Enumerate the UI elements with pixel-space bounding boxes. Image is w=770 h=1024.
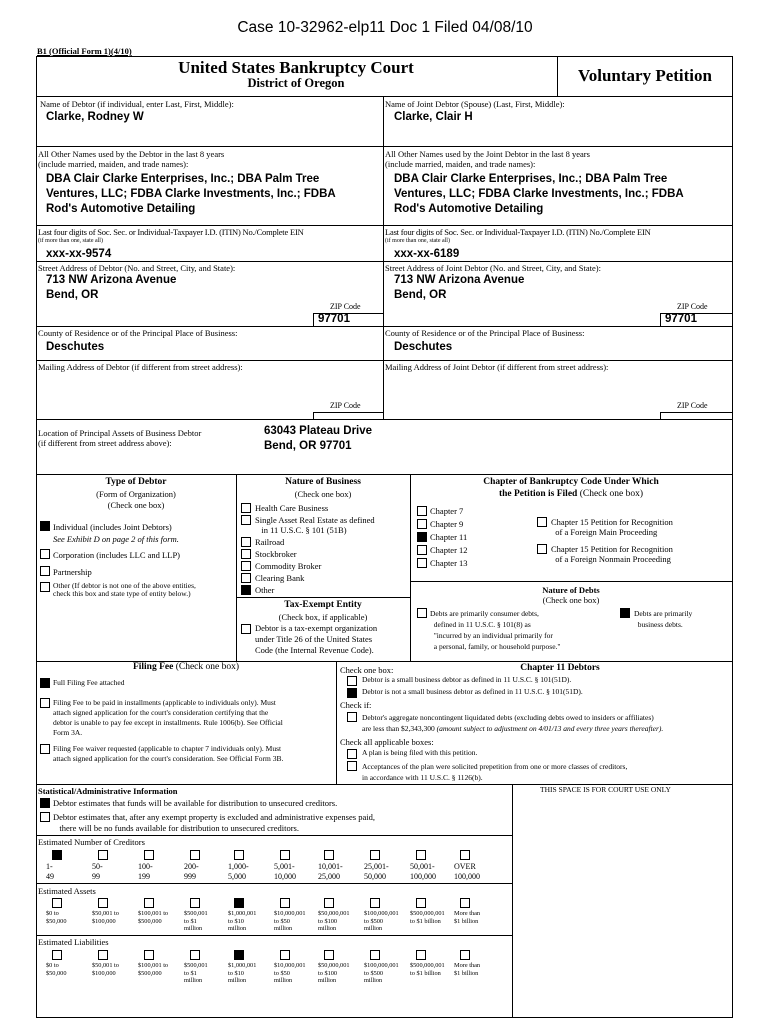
liabilities-checkbox[interactable]	[190, 950, 200, 960]
label-fee-full: Full Filing Fee attached	[53, 678, 125, 687]
debtor-county-label: County of Residence or of the Principal Place of Business:	[38, 328, 238, 338]
liabilities-range-line: to $1 billion	[410, 969, 441, 977]
creditors-checkbox[interactable]	[370, 850, 380, 860]
joint-name-label: Name of Joint Debtor (Spouse) (Last, First, Middle):	[385, 99, 565, 109]
frame-top	[36, 56, 732, 57]
debtor-ssn-sub: (if more than one, state all)	[38, 238, 103, 244]
creditors-range-label	[454, 862, 480, 882]
creditors-range-line: 5,001-	[274, 862, 295, 871]
assets-checkbox[interactable]	[280, 898, 290, 908]
liabilities-range-label	[454, 962, 480, 977]
label-ch7: Chapter 7	[430, 506, 464, 516]
debtor-zip-label: ZIP Code	[330, 302, 361, 311]
label-funds-none: Debtor estimates that, after any exempt property is excluded and administrative expenses paid, there will be no funds available for distribution to unsecured creditors.	[53, 812, 375, 833]
rule-11	[36, 883, 512, 884]
checkbox-ch11[interactable]	[417, 532, 427, 542]
assets-range-label	[92, 910, 119, 925]
assets-range-label	[138, 910, 168, 925]
checkbox-consumer-debts[interactable]	[417, 608, 427, 618]
label-railroad: Railroad	[255, 537, 285, 547]
rule-chapter-debts	[410, 581, 732, 582]
label-small-business: Debtor is a small business debtor as defined in 11 U.S.C. § 101(51D).	[362, 675, 572, 684]
debtor-county[interactable]: Deschutes	[46, 341, 105, 353]
creditors-range-line: 50,001-	[410, 862, 435, 871]
liabilities-range-line: $100,000	[92, 969, 116, 977]
liabilities-checkbox[interactable]	[52, 950, 62, 960]
assets-range-line: $500,000,001	[410, 910, 445, 917]
tax-exempt-title: Tax-Exempt Entity	[284, 600, 362, 610]
creditors-range-line: 999	[184, 872, 196, 881]
checkbox-ch7[interactable]	[417, 506, 427, 516]
checkbox-stockbroker[interactable]	[241, 549, 251, 559]
label-ch12: Chapter 12	[430, 545, 468, 555]
ch11-check-if: Check if:	[340, 700, 372, 710]
checkbox-aggregate[interactable]	[347, 712, 357, 722]
tax-exempt-sub: (Check box, if applicable)	[278, 612, 368, 622]
type-of-debtor-sub2: (Check one box)	[107, 500, 165, 510]
assets-range-line: to $10	[228, 917, 244, 925]
form-id: B1 (Official Form 1)(4/10)	[37, 46, 132, 56]
joint-county-label: County of Residence or of the Principal Place of Business:	[385, 328, 585, 338]
liabilities-range-line: $10,000,001	[274, 962, 306, 969]
label-ch11: Chapter 11	[430, 532, 468, 542]
liabilities-range-line: million	[318, 977, 337, 984]
creditors-range-line: 10,000	[274, 872, 296, 881]
liabilities-checkbox[interactable]	[144, 950, 154, 960]
liabilities-range-line: to $50	[274, 969, 290, 977]
liabilities-range-line: to $500	[364, 969, 384, 977]
rule-2	[36, 225, 732, 226]
court-district: District of Oregon	[247, 76, 345, 90]
chapter-title-2: the Petition is Filed (Check one box)	[498, 489, 644, 499]
assets-range-line: $50,000	[46, 917, 67, 925]
joint-name[interactable]: Clarke, Clair H	[394, 111, 473, 123]
label-other-entity: Other (If debtor is not one of the above entities, check this box and state type of entity below.)	[53, 581, 196, 598]
liabilities-checkbox[interactable]	[324, 950, 334, 960]
creditors-range-label	[318, 862, 343, 882]
assets-range-label	[46, 910, 66, 925]
debtor-ssn-label: Last four digits of Soc. Sec. or Individual-Taxpayer I.D. (ITIN) No./Complete EIN	[38, 227, 304, 237]
label-business-debts: Debts are primarily business debts.	[634, 609, 693, 629]
frame-left	[36, 56, 37, 1018]
assets-range-line: to $50	[274, 917, 290, 925]
assets-location[interactable]: 63043 Plateau Drive Bend, OR 97701	[264, 425, 373, 452]
assets-checkbox[interactable]	[324, 898, 334, 908]
liabilities-range-line: $100,001 to	[138, 962, 169, 969]
creditors-range-label	[274, 862, 296, 882]
joint-mailing-label: Mailing Address of Joint Debtor (if different from street address):	[385, 362, 609, 372]
liabilities-range-line: $100,000,001	[364, 962, 399, 969]
type-of-debtor-title: Type of Debtor	[105, 477, 167, 487]
joint-address-label: Street Address of Joint Debtor (No. and Street, City, and State):	[385, 263, 601, 273]
assets-range-label	[410, 910, 445, 925]
assets-range-line: $500,001	[184, 910, 208, 917]
liabilities-range-label	[46, 962, 66, 977]
label-ch15-nonmain: Chapter 15 Petition for Recognition of a Foreign Nonmain Proceeding	[551, 544, 673, 564]
creditors-checkbox[interactable]	[144, 850, 154, 860]
assets-range-label	[228, 910, 256, 933]
joint-ssn-label: Last four digits of Soc. Sec. or Individual-Taxpayer I.D. (ITIN) No./Complete EIN	[385, 227, 651, 237]
nature-business-title: Nature of Business	[285, 477, 361, 487]
label-ch9: Chapter 9	[430, 519, 464, 529]
liabilities-label: Estimated Liabilities	[38, 937, 109, 947]
checkbox-single-asset[interactable]	[241, 515, 251, 525]
liabilities-range-line: $0 to	[46, 962, 59, 969]
label-plan-filed: A plan is being filed with this petition.	[362, 748, 478, 757]
label-ch15-main: Chapter 15 Petition for Recognition of a Foreign Main Proceeding	[551, 517, 673, 537]
ch11-check-all: Check all applicable boxes:	[340, 737, 434, 747]
label-single-asset: Single Asset Real Estate as defined in 11 U.S.C. § 101 (51B)	[255, 515, 375, 535]
assets-checkbox[interactable]	[416, 898, 426, 908]
creditors-checkbox[interactable]	[98, 850, 108, 860]
assets-range-label	[454, 910, 480, 925]
rule-6	[36, 419, 732, 420]
label-business-other: Other	[255, 585, 275, 595]
assets-range-line: $1 billion	[454, 917, 479, 925]
label-fee-install: Filing Fee to be paid in installments (applicable to individuals only). Must attach signed application for the court's consideration certifying that the debtor is unable to pay fee except in installments. Rule 1006(b). See Official Form 3A.	[53, 698, 283, 737]
debtor-other-names[interactable]: DBA Clair Clarke Enterprises, Inc.; DBA Palm Tree Ventures, LLC; FDBA Clarke Investments, Inc.; FDBA Rod's Automotive Detailing	[46, 173, 336, 215]
rule-4	[36, 326, 732, 327]
type-of-debtor-sub1: (Form of Organization)	[96, 489, 176, 499]
checkbox-corporation[interactable]	[40, 549, 50, 559]
assets-range-line: million	[274, 925, 293, 932]
stats-title: Statistical/Administrative Information	[38, 786, 178, 796]
creditors-checkbox[interactable]	[460, 850, 470, 860]
assets-range-label	[364, 910, 399, 933]
debtor-mailing-zip-label: ZIP Code	[330, 401, 361, 410]
assets-range-line: $1,000,001	[228, 910, 257, 917]
label-stockbroker: Stockbroker	[255, 549, 297, 559]
liabilities-range-line: $50,000	[46, 969, 67, 977]
checkbox-ch9[interactable]	[417, 519, 427, 529]
liabilities-range-line: million	[184, 977, 203, 984]
checkbox-health-care[interactable]	[241, 503, 251, 513]
debtor-mailing-label: Mailing Address of Debtor (if different from street address):	[38, 362, 243, 372]
label-acceptances: Acceptances of the plan were solicited prepetition from one or more classes of creditors, in accordance with 11 U.S.C. § 1126(b).	[362, 762, 628, 782]
assets-range-line: million	[318, 925, 337, 932]
joint-other-names[interactable]: DBA Clair Clarke Enterprises, Inc.; DBA Palm Tree Ventures, LLC; FDBA Clarke Investments, Inc.; FDBA Rod's Automotive Detailing	[394, 173, 684, 215]
assets-checkbox[interactable]	[234, 898, 244, 908]
liabilities-range-label	[92, 962, 119, 977]
checkbox-business-other[interactable]	[241, 585, 251, 595]
creditors-range-line: OVER	[454, 862, 476, 871]
court-title: United States Bankruptcy Court	[178, 58, 414, 77]
rule-5	[36, 360, 732, 361]
assets-checkbox[interactable]	[144, 898, 154, 908]
label-fee-waiver: Filing Fee waiver requested (applicable to chapter 7 individuals only). Must attach signed application for the court's consideration. See Official Form 3B.	[53, 744, 284, 763]
liabilities-range-label	[364, 962, 399, 985]
liabilities-range-label	[184, 962, 208, 985]
creditors-checkbox[interactable]	[52, 850, 62, 860]
creditors-range-label	[92, 862, 103, 882]
checkbox-ch15-nonmain[interactable]	[537, 544, 547, 554]
debtor-ssn[interactable]: xxx-xx-9574	[46, 248, 112, 260]
liabilities-range-line: $50,000,001	[318, 962, 350, 969]
assets-range-line: $50,001 to	[92, 910, 119, 917]
creditors-range-line: 1-	[46, 862, 53, 871]
rule-10	[36, 835, 512, 836]
creditors-range-line: 200-	[184, 862, 199, 871]
liabilities-range-label	[410, 962, 445, 977]
creditors-range-label	[138, 862, 153, 882]
divider-court-use	[512, 784, 513, 1017]
assets-range-line: to $1	[184, 917, 197, 925]
rule-3	[36, 261, 732, 262]
creditors-range-line: 50,000	[364, 872, 386, 881]
checkbox-clearing-bank[interactable]	[241, 573, 251, 583]
label-partnership: Partnership	[53, 567, 92, 577]
nature-debts-sub: (Check one box)	[542, 595, 600, 605]
court-use-label: THIS SPACE IS FOR COURT USE ONLY	[540, 785, 671, 794]
checkbox-small-business[interactable]	[347, 676, 357, 686]
assets-range-line: $10,000,001	[274, 910, 306, 917]
creditors-checkbox[interactable]	[190, 850, 200, 860]
nature-debts-title: Nature of Debts	[542, 585, 600, 595]
divider-type-nature	[236, 474, 237, 661]
checkbox-individual[interactable]	[40, 521, 50, 531]
assets-range-label	[274, 910, 305, 933]
liabilities-checkbox[interactable]	[460, 950, 470, 960]
label-aggregate: Debtor's aggregate noncontingent liquidated debts (excluding debts owed to insiders or affiliates) are less than $2,343,300 (amount subject to adjustment on 4/01/13 and every three years thereafter).	[362, 713, 664, 733]
checkbox-railroad[interactable]	[241, 537, 251, 547]
assets-checkbox[interactable]	[98, 898, 108, 908]
joint-ssn-sub: (if more than one, state all)	[385, 238, 450, 244]
case-header: Case 10-32962-elp11 Doc 1 Filed 04/08/10	[237, 19, 533, 36]
checkbox-not-small-business[interactable]	[347, 688, 357, 698]
liabilities-range-line: $1 billion	[454, 969, 479, 977]
liabilities-range-line: million	[274, 977, 293, 984]
checkbox-partnership[interactable]	[40, 566, 50, 576]
assets-label: Estimated Assets	[38, 886, 96, 896]
assets-checkbox[interactable]	[370, 898, 380, 908]
creditors-checkbox[interactable]	[234, 850, 244, 860]
assets-range-line: to $100	[318, 917, 338, 925]
liabilities-range-line: More than	[454, 962, 481, 969]
debtor-address-label: Street Address of Debtor (No. and Street, City, and State):	[38, 263, 236, 273]
liabilities-range-line: to $1	[184, 969, 197, 977]
assets-range-line: to $500	[364, 917, 384, 925]
rule-12	[36, 935, 512, 936]
liabilities-range-line: $500,000,001	[410, 962, 445, 969]
checkbox-acceptances[interactable]	[347, 761, 357, 771]
rule-1	[36, 146, 732, 147]
title-bottom-rule	[36, 96, 732, 97]
creditors-range-label	[228, 862, 249, 882]
liabilities-checkbox[interactable]	[98, 950, 108, 960]
label-tax-exempt: Debtor is a tax-exempt organization under Title 26 of the United States Code (the Internal Revenue Code).	[255, 623, 378, 655]
liabilities-range-line: $500,000	[138, 969, 162, 977]
joint-zip-label: ZIP Code	[677, 302, 708, 311]
checkbox-plan-filed[interactable]	[347, 749, 357, 759]
assets-range-line: $100,000,001	[364, 910, 399, 917]
assets-range-label	[318, 910, 349, 933]
ch11-title: Chapter 11 Debtors	[520, 663, 600, 673]
creditors-range-line: 100,000	[410, 872, 436, 881]
rule-nature-tax	[236, 597, 410, 598]
assets-checkbox[interactable]	[52, 898, 62, 908]
liabilities-range-label	[138, 962, 168, 977]
label-individual: Individual (includes Joint Debtors)	[53, 522, 172, 532]
creditors-range-label	[184, 862, 199, 882]
checkbox-ch13[interactable]	[417, 558, 427, 568]
liabilities-checkbox[interactable]	[280, 950, 290, 960]
liabilities-range-line: to $100	[318, 969, 338, 977]
debtor-name[interactable]: Clarke, Rodney W	[46, 111, 144, 123]
label-not-small-business: Debtor is not a small business debtor as defined in 11 U.S.C. § 101(51D).	[362, 687, 583, 696]
assets-range-label	[184, 910, 208, 933]
joint-zip[interactable]: 97701	[665, 313, 697, 325]
frame-right	[732, 56, 733, 1018]
assets-range-line: million	[184, 925, 203, 932]
liabilities-range-line: to $10	[228, 969, 244, 977]
creditors-range-line: 25,001-	[364, 862, 389, 871]
assets-range-line: to $1 billion	[410, 917, 441, 925]
creditors-range-label	[364, 862, 389, 882]
petition-label: Voluntary Petition	[578, 66, 712, 85]
liabilities-checkbox[interactable]	[416, 950, 426, 960]
debtor-other-names-label: All Other Names used by the Debtor in the last 8 years (include married, maiden, and trade names):	[38, 149, 225, 169]
joint-other-names-label: All Other Names used by the Joint Debtor in the last 8 years (include married, maiden, and trade names):	[385, 149, 590, 169]
chapter-title-1: Chapter of Bankruptcy Code Under Which	[483, 477, 659, 487]
creditors-range-line: 99	[92, 872, 100, 881]
liabilities-range-label	[318, 962, 349, 985]
assets-range-line: million	[364, 925, 383, 932]
assets-range-line: $500,000	[138, 917, 162, 925]
joint-address[interactable]: 713 NW Arizona Avenue Bend, OR	[394, 274, 525, 301]
label-ch13: Chapter 13	[430, 558, 468, 568]
creditors-range-line: 199	[138, 872, 150, 881]
liabilities-range-line: $1,000,001	[228, 962, 257, 969]
liabilities-range-line: $50,001 to	[92, 962, 119, 969]
creditors-label: Estimated Number of Creditors	[38, 837, 145, 847]
creditors-checkbox[interactable]	[416, 850, 426, 860]
checkbox-ch12[interactable]	[417, 545, 427, 555]
label-health-care: Health Care Business	[255, 503, 329, 513]
creditors-range-line: 100,000	[454, 872, 480, 881]
assets-range-line: $100,001 to	[138, 910, 169, 917]
creditors-range-label	[410, 862, 436, 882]
liabilities-checkbox[interactable]	[370, 950, 380, 960]
checkbox-ch15-main[interactable]	[537, 517, 547, 527]
label-corporation: Corporation (includes LLC and LLP)	[53, 550, 181, 560]
checkbox-fee-waiver[interactable]	[40, 744, 50, 754]
assets-range-line: million	[228, 925, 247, 932]
checkbox-other-entity[interactable]	[40, 582, 50, 592]
creditors-range-line: 25,000	[318, 872, 340, 881]
label-funds-available: Debtor estimates that funds will be available for distribution to unsecured creditors.	[53, 798, 338, 808]
ch11-check-one: Check one box:	[340, 665, 394, 675]
creditors-range-line: 1,000-	[228, 862, 249, 871]
label-commodity: Commodity Broker	[255, 561, 322, 571]
joint-county[interactable]: Deschutes	[394, 341, 453, 353]
filing-fee-title: Filing Fee (Check one box)	[132, 662, 240, 672]
checkbox-funds-none[interactable]	[40, 812, 50, 822]
checkbox-fee-full[interactable]	[40, 678, 50, 688]
divider-fee-ch11	[336, 661, 337, 784]
checkbox-business-debts[interactable]	[620, 608, 630, 618]
label-individual-note: See Exhibit D on page 2 of this form.	[53, 534, 179, 544]
liabilities-range-line: million	[364, 977, 383, 984]
rule-7	[36, 474, 732, 475]
frame-bottom	[36, 1017, 733, 1018]
assets-range-line: $50,000,001	[318, 910, 350, 917]
assets-range-line: $100,000	[92, 917, 116, 925]
creditors-range-line: 50-	[92, 862, 103, 871]
liabilities-range-label	[228, 962, 256, 985]
creditors-range-line: 5,000	[228, 872, 246, 881]
creditors-checkbox[interactable]	[324, 850, 334, 860]
liabilities-range-line: $500,001	[184, 962, 208, 969]
label-consumer-debts: Debts are primarily consumer debts, defined in 11 U.S.C. § 101(8) as "incurred by an individual primarily for a personal, family, or household purpose."	[430, 609, 561, 651]
assets-range-line: More than	[454, 910, 481, 917]
assets-checkbox[interactable]	[190, 898, 200, 908]
debtor-zip[interactable]: 97701	[318, 313, 350, 325]
joint-ssn[interactable]: xxx-xx-6189	[394, 248, 460, 260]
assets-location-label: Location of Principal Assets of Business Debtor (if different from street address above):	[38, 428, 202, 448]
checkbox-fee-install[interactable]	[40, 698, 50, 708]
nature-business-sub: (Check one box)	[294, 489, 352, 499]
column-divider	[383, 96, 384, 419]
liabilities-range-line: million	[228, 977, 247, 984]
checkbox-commodity[interactable]	[241, 561, 251, 571]
creditors-range-line: 10,001-	[318, 862, 343, 871]
checkbox-tax-exempt[interactable]	[241, 624, 251, 634]
debtor-name-label: Name of Debtor (if individual, enter Last, First, Middle):	[40, 99, 234, 109]
debtor-address[interactable]: 713 NW Arizona Avenue Bend, OR	[46, 274, 177, 301]
creditors-range-line: 49	[46, 872, 54, 881]
joint-mailing-zip-label: ZIP Code	[677, 401, 708, 410]
divider-nature-chapter	[410, 474, 411, 661]
liabilities-range-label	[274, 962, 305, 985]
creditors-checkbox[interactable]	[280, 850, 290, 860]
liabilities-checkbox[interactable]	[234, 950, 244, 960]
checkbox-funds-available[interactable]	[40, 798, 50, 808]
creditors-range-line: 100-	[138, 862, 153, 871]
creditors-range-label	[46, 862, 54, 882]
assets-range-line: $0 to	[46, 910, 59, 917]
assets-checkbox[interactable]	[460, 898, 470, 908]
label-clearing-bank: Clearing Bank	[255, 573, 305, 583]
